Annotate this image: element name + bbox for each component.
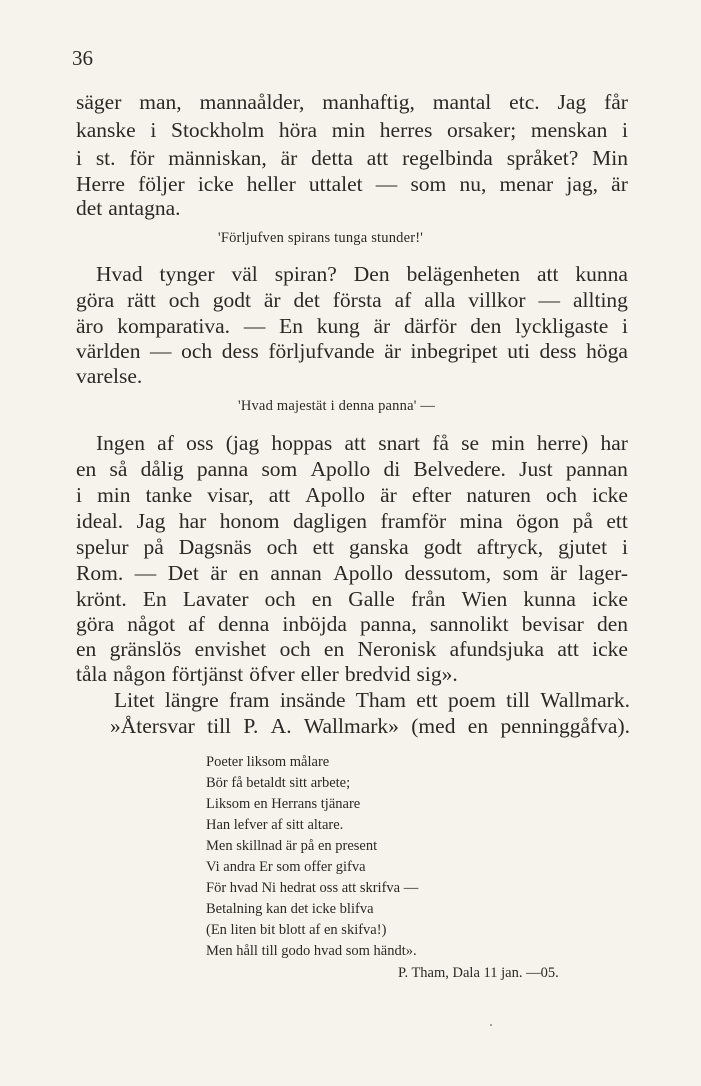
paragraph-1-line: det antagna. [76, 196, 181, 220]
poem-line: Liksom en Herrans tjänare [206, 796, 361, 812]
poem-line: För hvad Ni hedrat oss att skrifva — [206, 880, 419, 896]
quote-1: 'Förljufven spirans tunga stunder!' [218, 230, 424, 246]
paragraph-3-line: göra något af denna inböjda panna, sannolikt bevisar den [76, 612, 628, 636]
poem-line: Vi andra Er som offer gifva [206, 859, 366, 875]
paragraph-2-line: varelse. [76, 364, 143, 388]
paragraph-2-line: göra rätt och godt är det första af alla villkor — allting [76, 288, 628, 312]
paragraph-1-line: säger man, mannaålder, manhaftig, mantal etc. Jag får [76, 90, 628, 114]
paragraph-3-line: Ingen af oss (jag hoppas att snart få se min herre) har [96, 431, 628, 455]
signature: P. Tham, Dala 11 jan. —05. [398, 965, 559, 981]
speck [490, 1024, 492, 1026]
poem-line: Han lefver af sitt altare. [206, 817, 344, 833]
paragraph-3-line: tåla någon förtjänst öfver eller bredvid sig». [76, 662, 458, 686]
poem-line: Poeter liksom målare [206, 754, 330, 770]
paragraph-1-line: Herre följer icke heller uttalet — som nu, menar jag, är [76, 172, 628, 196]
paragraph-3-line: i min tanke visar, att Apollo är efter naturen och icke [76, 483, 628, 507]
paragraph-3-line: spelur på Dagsnäs och ett ganska godt aftryck, gjutet i [76, 535, 628, 559]
poem-line: Men skillnad är på en present [206, 838, 378, 854]
paragraph-4-line: Litet längre fram insände Tham ett poem till Wallmark. [114, 688, 630, 712]
paragraph-3-line: ideal. Jag har honom dagligen framför mina ögon på ett [76, 509, 628, 533]
poem-line: Bör få betaldt sitt arbete; [206, 775, 351, 791]
paragraph-3-line: en gränslös envishet och en Neronisk afundsjuka att icke [76, 637, 628, 661]
paragraph-3-line: en så dålig panna som Apollo di Belvedere. Just pannan [76, 457, 628, 481]
poem-line: Betalning kan det icke blifva [206, 901, 374, 917]
poem-line: (En liten bit blott af en skifva!) [206, 922, 387, 938]
page-number: 36 [72, 46, 93, 70]
paragraph-1-line: i st. för människan, är detta att regelbinda språket? Min [76, 146, 628, 170]
paragraph-3-line: Rom. — Det är en annan Apollo dessutom, som är lager- [76, 561, 628, 585]
quote-2: 'Hvad majestät i denna panna' — [238, 398, 436, 414]
paragraph-2-line: Hvad tynger väl spiran? Den belägenheten att kunna [96, 262, 628, 286]
paragraph-1-line: kanske i Stockholm höra min herres orsaker; menskan i [76, 118, 628, 142]
poem-line: Men håll till godo hvad som händt». [206, 943, 417, 959]
paragraph-3-line: krönt. En Lavater och en Galle från Wien kunna icke [76, 587, 628, 611]
paragraph-2-line: äro komparativa. — En kung är därför den lyckligaste i [76, 314, 628, 338]
paragraph-4-line: »Återsvar till P. A. Wallmark» (med en penninggåfva). [110, 714, 630, 738]
paragraph-2-line: världen — och dess förljufvande är inbegripet uti dess höga [76, 339, 628, 363]
